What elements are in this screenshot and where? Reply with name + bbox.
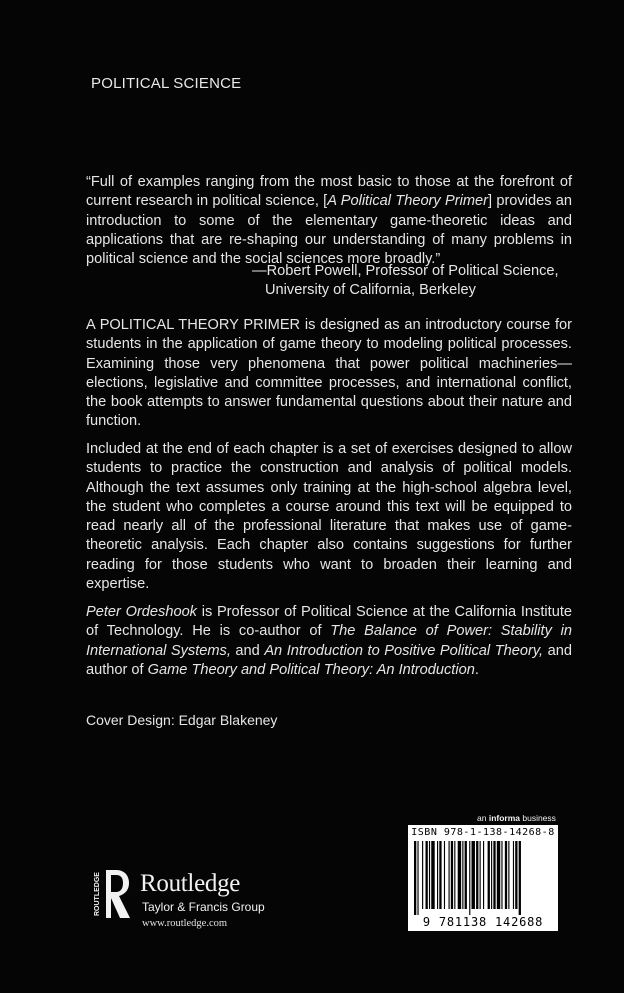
informa-brand: informa	[488, 813, 520, 823]
author-bio	[86, 603, 572, 680]
barcode-bar	[491, 841, 492, 909]
review-quote	[86, 173, 572, 269]
barcode-bar	[519, 841, 521, 915]
description-paragraph-1: A POLITICAL THEORY PRIMER is designed as an introductory course for students in the application of game theory to modeling political processes. Examining those very phenomena that power political machineries—elections, legislative and committee processes, and international conflict, the book attempts to answer fundamental questions about their nature and function.	[86, 317, 572, 430]
barcode-digits: 9 781138 142688	[422, 915, 544, 929]
barcode-bar	[493, 841, 495, 909]
routledge-vertical-text: ROUTLEDGE	[94, 872, 101, 916]
barcode-bars	[414, 841, 552, 915]
quote-book-title: A Political Theory Primer	[327, 193, 488, 210]
barcode-bar	[451, 841, 453, 909]
author-book-2: An Introduction to Positive Political Theory,	[264, 642, 544, 659]
barcode-bar	[476, 841, 478, 909]
barcode-bar	[429, 841, 430, 909]
barcode-bar	[431, 841, 434, 909]
barcode-bar	[515, 841, 517, 909]
barcode-bar	[465, 841, 467, 909]
author-bio-text-1: is Professor of Political Science at the California Institute of Technology. He is co-author of	[86, 604, 572, 640]
barcode-bar	[454, 841, 455, 909]
publisher-logo	[92, 866, 282, 936]
quote-attribution	[86, 262, 572, 301]
cover-design-credit: Cover Design: Edgar Blakeney	[86, 712, 278, 728]
isbn-barcode	[408, 825, 558, 931]
author-bio-text-3: and author of	[86, 642, 572, 678]
author-book-1: The Balance of Power: Stability in International Systems,	[86, 623, 572, 659]
author-bio-text-2: and	[230, 642, 265, 659]
informa-prefix: an	[477, 813, 489, 823]
author-name: Peter Ordeshook	[86, 604, 197, 620]
quote-text-start: “Full of examples ranging from the most basic to those at the forefront of current research in political science, [	[86, 174, 572, 210]
barcode-bar	[508, 841, 509, 909]
barcode-bar	[444, 841, 445, 909]
publisher-url: www.routledge.com	[142, 918, 228, 929]
informa-suffix: business	[520, 813, 556, 823]
barcode-bar	[497, 841, 500, 909]
barcode-bar	[501, 841, 502, 909]
barcode-bar	[513, 841, 514, 909]
barcode-bar	[439, 841, 441, 909]
barcode-bar	[462, 841, 463, 909]
barcode-bar	[505, 841, 507, 909]
attribution-line-2: University of California, Berkeley	[265, 282, 476, 299]
author-bio-text-4: .	[474, 661, 479, 678]
barcode-bar	[437, 841, 438, 909]
barcode-bar	[480, 841, 481, 909]
attribution-line-1: —Robert Powell, Professor of Political Science,	[252, 263, 559, 279]
routledge-r-icon	[92, 866, 132, 922]
category-label: POLITICAL SCIENCE	[91, 75, 242, 92]
barcode-bar	[414, 841, 416, 915]
barcode-bar	[469, 841, 470, 915]
barcode-bar	[488, 841, 490, 909]
isbn-label: ISBN 978-1-138-14268-8	[411, 827, 555, 838]
barcode-bar	[472, 841, 475, 909]
publisher-group: Taylor & Francis Group	[142, 900, 265, 914]
barcode-bar	[458, 841, 461, 909]
barcode-bar	[417, 841, 418, 915]
barcode-bar	[449, 841, 450, 909]
description-paragraph-2: Included at the end of each chapter is a set of exercises designed to allow students to practice the construction and analysis of political models. Although the text assumes only training at the high-school algebra level, the student who completes a course around this text will be equipped to read nearly all of the professional literature that makes use of game-theoretic analysis. Each chapter also contains suggestions for further reading for those students who want to broaden their learning and expertise.	[86, 441, 572, 593]
barcode-bar	[422, 841, 423, 909]
barcode-bar	[426, 841, 428, 909]
informa-tagline	[477, 813, 556, 823]
publisher-name: Routledge	[140, 870, 241, 897]
barcode-bar	[483, 841, 484, 909]
author-book-3: Game Theory and Political Theory: An Introduction	[147, 661, 475, 678]
quote-text-end: ] provides an introduction to some of the elementary game-theoretic ideas and applications that are re-shaping our understanding of many problems in political science and the social sciences more broadly.”	[86, 193, 573, 268]
